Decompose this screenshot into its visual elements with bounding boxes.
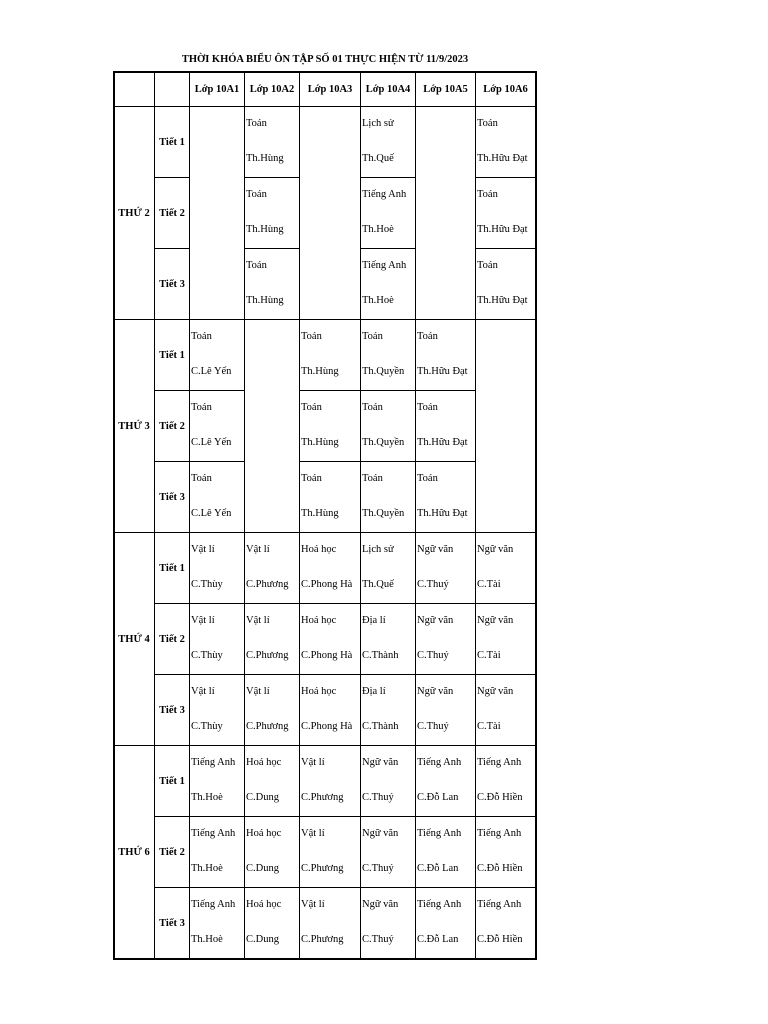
subject-text: Ngữ văn xyxy=(362,828,399,839)
subject-text: Tiếng Anh xyxy=(417,899,462,910)
lesson-cell xyxy=(361,320,416,391)
subject-text: Toán xyxy=(362,331,383,342)
period-label: Tiết 1 xyxy=(155,533,190,604)
teacher-text: C.Thuý xyxy=(362,792,394,803)
teacher-text: Th.Hữu Đạt xyxy=(477,224,528,235)
teacher-text: Th.Hữu Đạt xyxy=(417,437,468,448)
empty-cell xyxy=(476,320,536,533)
subject-text: Hoá học xyxy=(301,544,337,555)
subject-text: Vật lí xyxy=(301,757,325,768)
teacher-text: C.Thùy xyxy=(191,650,223,661)
subject-text: Tiếng Anh xyxy=(191,899,236,910)
subject-text: Hoá học xyxy=(246,828,282,839)
lesson-cell xyxy=(190,320,245,391)
subject-text: Tiếng Anh xyxy=(362,189,407,200)
lesson-cell xyxy=(300,391,361,462)
subject-text: Toán xyxy=(191,402,212,413)
subject-text: Toán xyxy=(417,402,438,413)
lesson-cell xyxy=(476,533,536,604)
lesson-cell xyxy=(476,107,536,178)
class-header: Lớp 10A3 xyxy=(300,72,361,107)
teacher-text: Th.Hoè xyxy=(191,934,223,945)
teacher-text: C.Dung xyxy=(246,792,279,803)
lesson-cell xyxy=(361,533,416,604)
subject-text: Vật lí xyxy=(301,828,325,839)
lesson-cell xyxy=(476,817,536,888)
class-header: Lớp 10A1 xyxy=(190,72,245,107)
lesson-cell xyxy=(245,178,300,249)
period-label: Tiết 2 xyxy=(155,391,190,462)
teacher-text: Th.Hoè xyxy=(191,863,223,874)
lesson-cell xyxy=(416,817,476,888)
period-label: Tiết 3 xyxy=(155,675,190,746)
subject-text: Ngữ văn xyxy=(362,757,399,768)
lesson-cell xyxy=(416,462,476,533)
subject-text: Ngữ văn xyxy=(477,615,514,626)
teacher-text: C.Đỗ Lan xyxy=(417,934,459,945)
lesson-cell xyxy=(245,107,300,178)
teacher-text: C.Thuý xyxy=(362,863,394,874)
table-row xyxy=(114,320,536,391)
teacher-text: Th.Hùng xyxy=(246,153,284,164)
lesson-cell xyxy=(300,675,361,746)
subject-text: Ngữ văn xyxy=(417,686,454,697)
subject-text: Toán xyxy=(301,402,322,413)
period-label: Tiết 1 xyxy=(155,746,190,817)
empty-cell xyxy=(190,107,245,320)
lesson-cell xyxy=(190,391,245,462)
lesson-cell xyxy=(476,178,536,249)
teacher-text: C.Phong Hà xyxy=(301,650,353,661)
subject-text: Toán xyxy=(191,473,212,484)
subject-text: Tiếng Anh xyxy=(477,828,522,839)
lesson-cell xyxy=(245,817,300,888)
teacher-text: C.Lê Yến xyxy=(191,437,232,448)
teacher-text: Th.Hữu Đạt xyxy=(477,295,528,306)
lesson-cell xyxy=(416,746,476,817)
teacher-text: C.Thuý xyxy=(362,934,394,945)
subject-text: Tiếng Anh xyxy=(417,757,462,768)
period-label: Tiết 1 xyxy=(155,107,190,178)
subject-text: Vật lí xyxy=(191,544,215,555)
subject-text: Vật lí xyxy=(246,686,270,697)
teacher-text: C.Đỗ Hiền xyxy=(477,792,523,803)
teacher-text: C.Tài xyxy=(477,721,501,732)
teacher-text: Th.Hùng xyxy=(246,295,284,306)
lesson-cell xyxy=(190,675,245,746)
teacher-text: Th.Hùng xyxy=(301,366,339,377)
teacher-text: Th.Quế xyxy=(362,153,394,164)
lesson-cell xyxy=(190,888,245,959)
teacher-text: C.Phương xyxy=(246,650,289,661)
subject-text: Tiếng Anh xyxy=(477,899,522,910)
teacher-text: Th.Quyền xyxy=(362,366,405,377)
subject-text: Tiếng Anh xyxy=(362,260,407,271)
lesson-cell xyxy=(361,107,416,178)
subject-text: Toán xyxy=(362,402,383,413)
teacher-text: C.Đỗ Lan xyxy=(417,863,459,874)
teacher-text: C.Phong Hà xyxy=(301,721,353,732)
subject-text: Toán xyxy=(246,260,267,271)
lesson-cell xyxy=(245,675,300,746)
subject-text: Vật lí xyxy=(246,615,270,626)
teacher-text: C.Phương xyxy=(301,934,344,945)
teacher-text: C.Đỗ Hiền xyxy=(477,934,523,945)
subject-text: Hoá học xyxy=(301,686,337,697)
lesson-cell xyxy=(361,178,416,249)
teacher-text: C.Thuý xyxy=(417,721,449,732)
teacher-text: C.Phương xyxy=(246,721,289,732)
lesson-cell xyxy=(190,462,245,533)
teacher-text: C.Đỗ Lan xyxy=(417,792,459,803)
subject-text: Vật lí xyxy=(301,899,325,910)
subject-text: Địa lí xyxy=(362,686,386,697)
table-row xyxy=(114,462,536,533)
teacher-text: Th.Hoè xyxy=(362,224,394,235)
lesson-cell xyxy=(416,888,476,959)
teacher-text: Th.Hùng xyxy=(301,508,339,519)
day-label: THỨ 3 xyxy=(114,320,155,533)
lesson-cell xyxy=(190,604,245,675)
teacher-text: Th.Hùng xyxy=(246,224,284,235)
day-label: THỨ 4 xyxy=(114,533,155,746)
lesson-cell xyxy=(476,746,536,817)
subject-text: Ngữ văn xyxy=(417,615,454,626)
timetable xyxy=(113,71,536,959)
period-label: Tiết 2 xyxy=(155,817,190,888)
class-header: Lớp 10A5 xyxy=(416,72,476,107)
period-label: Tiết 3 xyxy=(155,462,190,533)
lesson-cell xyxy=(416,675,476,746)
teacher-text: Th.Hữu Đạt xyxy=(417,508,468,519)
lesson-cell xyxy=(361,604,416,675)
teacher-text: C.Thành xyxy=(362,721,399,732)
lesson-cell xyxy=(245,604,300,675)
day-label: THỨ 6 xyxy=(114,746,155,959)
subject-text: Toán xyxy=(477,260,498,271)
teacher-text: C.Lê Yến xyxy=(191,366,232,377)
lesson-cell xyxy=(361,817,416,888)
lesson-cell xyxy=(361,675,416,746)
lesson-cell xyxy=(416,320,476,391)
subject-text: Ngữ văn xyxy=(477,686,514,697)
lesson-cell xyxy=(416,533,476,604)
table-row xyxy=(114,817,536,888)
lesson-cell xyxy=(245,888,300,959)
teacher-text: C.Thùy xyxy=(191,721,223,732)
teacher-text: Th.Hữu Đạt xyxy=(477,153,528,164)
teacher-text: Th.Hoè xyxy=(191,792,223,803)
teacher-text: C.Phương xyxy=(301,863,344,874)
teacher-text: C.Thuý xyxy=(417,650,449,661)
subject-text: Địa lí xyxy=(362,615,386,626)
subject-text: Tiếng Anh xyxy=(191,757,236,768)
subject-text: Toán xyxy=(477,189,498,200)
table-row xyxy=(114,391,536,462)
table-row xyxy=(114,533,536,604)
lesson-cell xyxy=(361,888,416,959)
table-row xyxy=(114,746,536,817)
teacher-text: Th.Hoè xyxy=(362,295,394,306)
subject-text: Toán xyxy=(417,331,438,342)
table-row xyxy=(114,604,536,675)
period-label: Tiết 2 xyxy=(155,604,190,675)
teacher-text: C.Dung xyxy=(246,863,279,874)
lesson-cell xyxy=(361,462,416,533)
header-row xyxy=(114,72,536,107)
lesson-cell xyxy=(245,746,300,817)
subject-text: Tiếng Anh xyxy=(477,757,522,768)
teacher-text: C.Phương xyxy=(301,792,344,803)
page-title: THỜI KHÓA BIỂU ÔN TẬP SỐ 01 THỰC HIỆN TỪ 11/9/2023 xyxy=(181,54,469,65)
teacher-text: C.Lê Yến xyxy=(191,508,232,519)
lesson-cell xyxy=(300,533,361,604)
subject-text: Lịch sử xyxy=(362,544,394,555)
teacher-text: Th.Hữu Đạt xyxy=(417,366,468,377)
lesson-cell xyxy=(245,249,300,320)
subject-text: Hoá học xyxy=(301,615,337,626)
header-corner xyxy=(155,72,190,107)
table-row xyxy=(114,675,536,746)
period-label: Tiết 3 xyxy=(155,888,190,959)
lesson-cell xyxy=(190,533,245,604)
subject-text: Toán xyxy=(301,473,322,484)
subject-text: Hoá học xyxy=(246,757,282,768)
lesson-cell xyxy=(416,391,476,462)
subject-text: Toán xyxy=(246,118,267,129)
lesson-cell xyxy=(300,462,361,533)
teacher-text: C.Phong Hà xyxy=(301,579,353,590)
teacher-text: C.Phương xyxy=(246,579,289,590)
lesson-cell xyxy=(300,604,361,675)
subject-text: Vật lí xyxy=(191,686,215,697)
class-header: Lớp 10A4 xyxy=(361,72,416,107)
subject-text: Ngữ văn xyxy=(477,544,514,555)
period-label: Tiết 3 xyxy=(155,249,190,320)
subject-text: Toán xyxy=(246,189,267,200)
lesson-cell xyxy=(245,533,300,604)
lesson-cell xyxy=(476,249,536,320)
teacher-text: Th.Hùng xyxy=(301,437,339,448)
subject-text: Hoá học xyxy=(246,899,282,910)
teacher-text: C.Tài xyxy=(477,650,501,661)
lesson-cell xyxy=(361,746,416,817)
lesson-cell xyxy=(300,817,361,888)
empty-cell xyxy=(245,320,300,533)
lesson-cell xyxy=(300,888,361,959)
lesson-cell xyxy=(476,675,536,746)
subject-text: Vật lí xyxy=(246,544,270,555)
subject-text: Ngữ văn xyxy=(362,899,399,910)
teacher-text: C.Đỗ Hiền xyxy=(477,863,523,874)
subject-text: Ngữ văn xyxy=(417,544,454,555)
subject-text: Toán xyxy=(362,473,383,484)
subject-text: Tiếng Anh xyxy=(191,828,236,839)
subject-text: Toán xyxy=(301,331,322,342)
teacher-text: C.Thùy xyxy=(191,579,223,590)
teacher-text: Th.Quyền xyxy=(362,508,405,519)
period-label: Tiết 1 xyxy=(155,320,190,391)
class-header: Lớp 10A6 xyxy=(476,72,536,107)
lesson-cell xyxy=(190,746,245,817)
header-corner xyxy=(114,72,155,107)
empty-cell xyxy=(300,107,361,320)
lesson-cell xyxy=(416,604,476,675)
subject-text: Vật lí xyxy=(191,615,215,626)
lesson-cell xyxy=(476,888,536,959)
table-row xyxy=(114,107,536,178)
class-header: Lớp 10A2 xyxy=(245,72,300,107)
teacher-text: C.Tài xyxy=(477,579,501,590)
day-label: THỨ 2 xyxy=(114,107,155,320)
lesson-cell xyxy=(476,604,536,675)
lesson-cell xyxy=(190,817,245,888)
teacher-text: C.Dung xyxy=(246,934,279,945)
lesson-cell xyxy=(361,249,416,320)
lesson-cell xyxy=(361,391,416,462)
subject-text: Toán xyxy=(477,118,498,129)
lesson-cell xyxy=(300,746,361,817)
empty-cell xyxy=(416,107,476,320)
teacher-text: Th.Quyền xyxy=(362,437,405,448)
table-row xyxy=(114,888,536,959)
subject-text: Toán xyxy=(191,331,212,342)
lesson-cell xyxy=(300,320,361,391)
teacher-text: C.Thành xyxy=(362,650,399,661)
teacher-text: Th.Quế xyxy=(362,579,394,590)
teacher-text: C.Thuý xyxy=(417,579,449,590)
period-label: Tiết 2 xyxy=(155,178,190,249)
subject-text: Toán xyxy=(417,473,438,484)
subject-text: Lịch sử xyxy=(362,118,394,129)
subject-text: Tiếng Anh xyxy=(417,828,462,839)
